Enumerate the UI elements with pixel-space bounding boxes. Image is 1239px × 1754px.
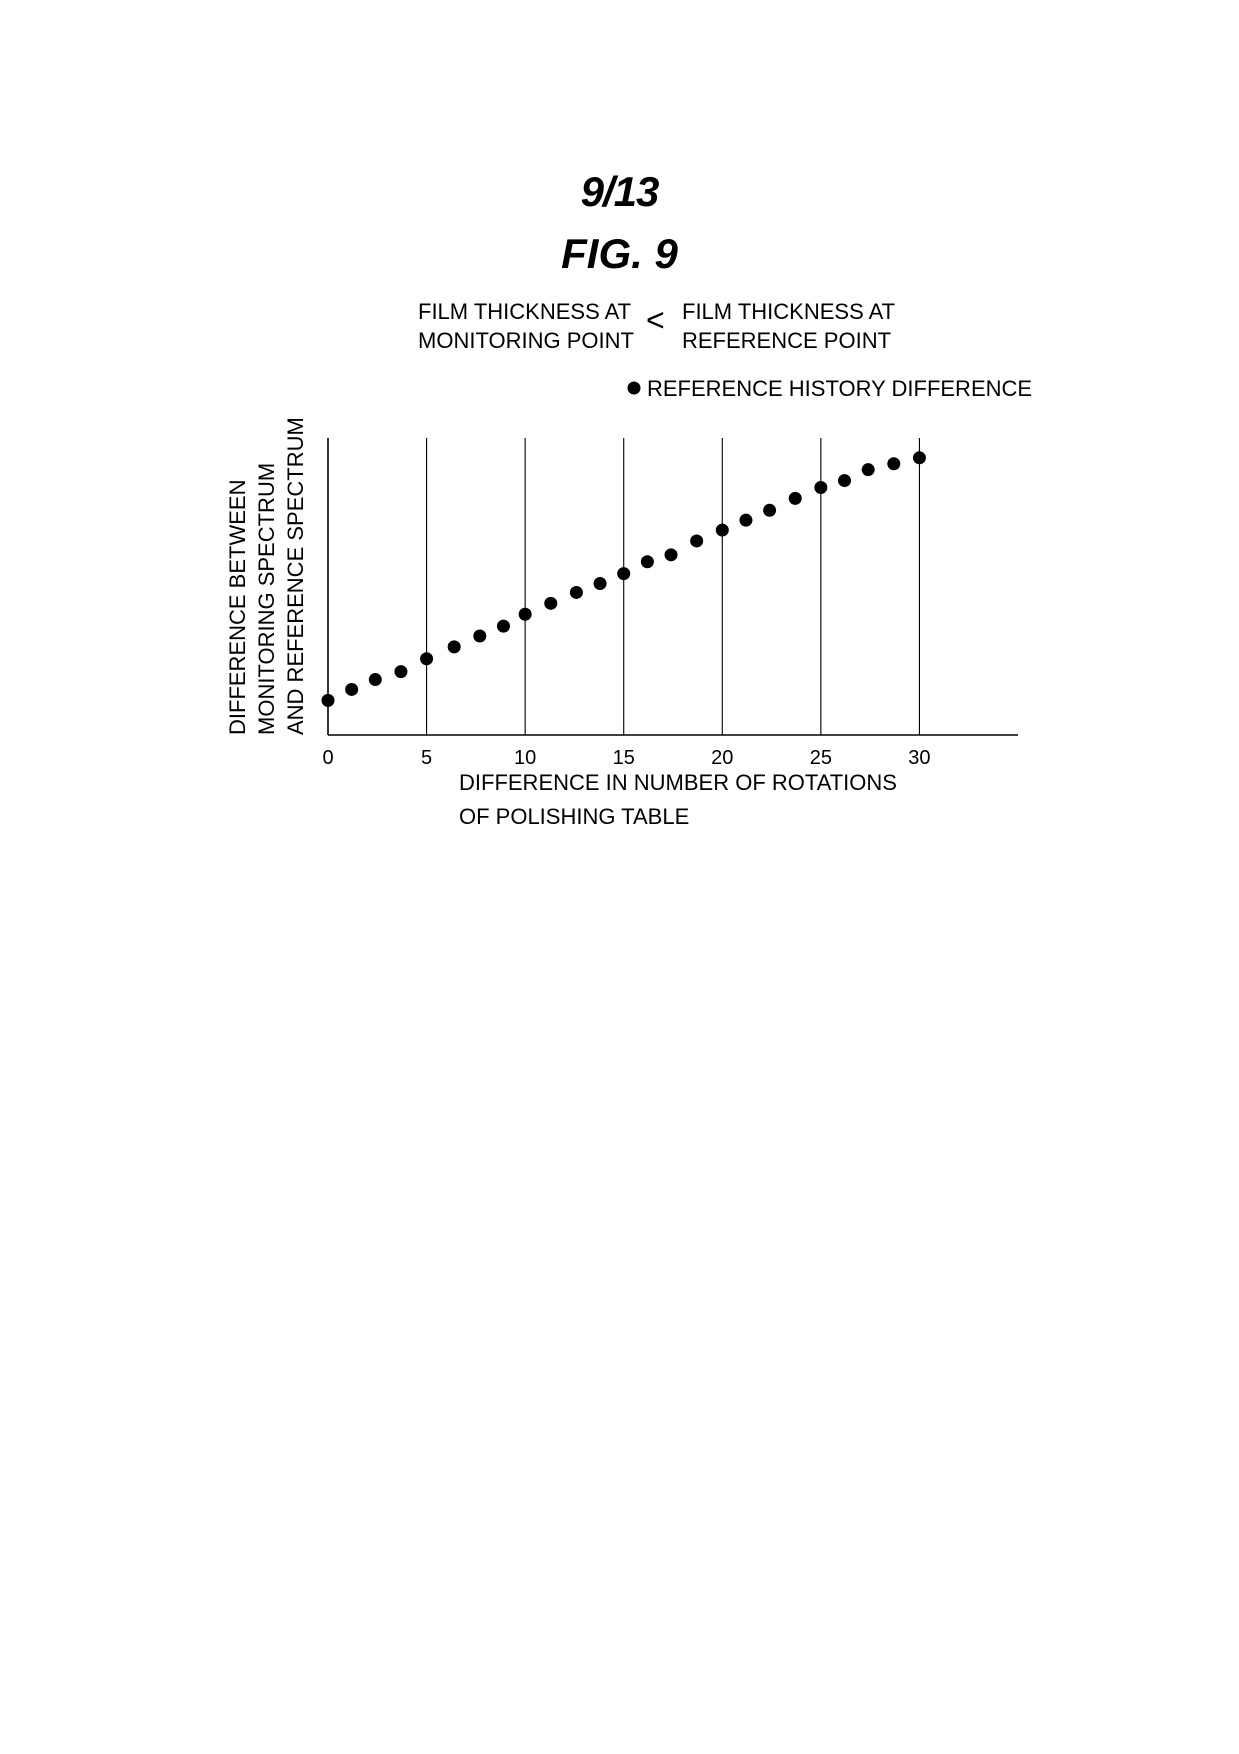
x-tick-label-5: 5 bbox=[421, 747, 433, 769]
data-point-0-13 bbox=[641, 555, 654, 568]
data-point-0-11 bbox=[594, 577, 607, 590]
condition-less-than-symbol: < bbox=[646, 302, 665, 338]
x-axis-label-line1: DIFFERENCE IN NUMBER OF ROTATIONS bbox=[459, 770, 897, 795]
x-tick-label-30: 30 bbox=[908, 747, 931, 769]
x-tick-label-15: 15 bbox=[612, 747, 635, 769]
data-point-0-6 bbox=[473, 630, 486, 643]
data-point-0-14 bbox=[665, 548, 678, 561]
condition-left-line1: FILM THICKNESS AT bbox=[418, 299, 632, 324]
x-axis-label bbox=[459, 770, 897, 829]
data-point-0-15 bbox=[690, 534, 703, 547]
sheet-number: 9/13 bbox=[580, 168, 659, 215]
legend-label: REFERENCE HISTORY DIFFERENCE bbox=[647, 376, 1033, 401]
x-tick-label-10: 10 bbox=[514, 747, 537, 769]
condition-right-line2: REFERENCE POINT bbox=[682, 328, 892, 353]
x-axis-label-line2: OF POLISHING TABLE bbox=[459, 804, 690, 829]
x-tick-label-25: 25 bbox=[809, 747, 832, 769]
data-point-0-5 bbox=[448, 640, 461, 653]
chart-axes bbox=[328, 438, 1018, 735]
data-point-0-2 bbox=[369, 673, 382, 686]
data-point-0-12 bbox=[617, 567, 630, 580]
y-axis-label-line2: MONITORING SPECTRUM bbox=[254, 462, 279, 735]
data-point-0-17 bbox=[739, 514, 752, 527]
legend-marker bbox=[628, 382, 641, 395]
data-point-0-4 bbox=[420, 652, 433, 665]
data-point-0-1 bbox=[345, 683, 358, 696]
condition-right-line1: FILM THICKNESS AT bbox=[682, 299, 896, 324]
data-point-0-7 bbox=[497, 620, 510, 633]
data-point-0-8 bbox=[519, 608, 532, 621]
y-axis-label bbox=[225, 417, 308, 735]
data-point-0-20 bbox=[814, 481, 827, 494]
data-point-0-21 bbox=[838, 474, 851, 487]
y-axis-label-line1: DIFFERENCE BETWEEN bbox=[225, 479, 250, 735]
data-point-0-24 bbox=[913, 451, 926, 464]
data-point-0-0 bbox=[322, 694, 335, 707]
figure-label: FIG. 9 bbox=[561, 230, 678, 277]
data-point-0-10 bbox=[570, 586, 583, 599]
data-point-0-19 bbox=[789, 492, 802, 505]
data-point-0-23 bbox=[887, 457, 900, 470]
data-point-0-18 bbox=[763, 504, 776, 517]
y-axis-label-line3: AND REFERENCE SPECTRUM bbox=[283, 417, 308, 735]
chart-legend bbox=[628, 376, 1033, 401]
data-point-0-22 bbox=[862, 463, 875, 476]
condition-left-line2: MONITORING POINT bbox=[418, 328, 634, 353]
data-point-0-16 bbox=[716, 524, 729, 537]
x-tick-label-0: 0 bbox=[322, 747, 334, 769]
data-point-0-3 bbox=[394, 665, 407, 678]
x-tick-label-20: 20 bbox=[711, 747, 734, 769]
x-tick-labels bbox=[322, 747, 930, 769]
data-point-0-9 bbox=[544, 597, 557, 610]
